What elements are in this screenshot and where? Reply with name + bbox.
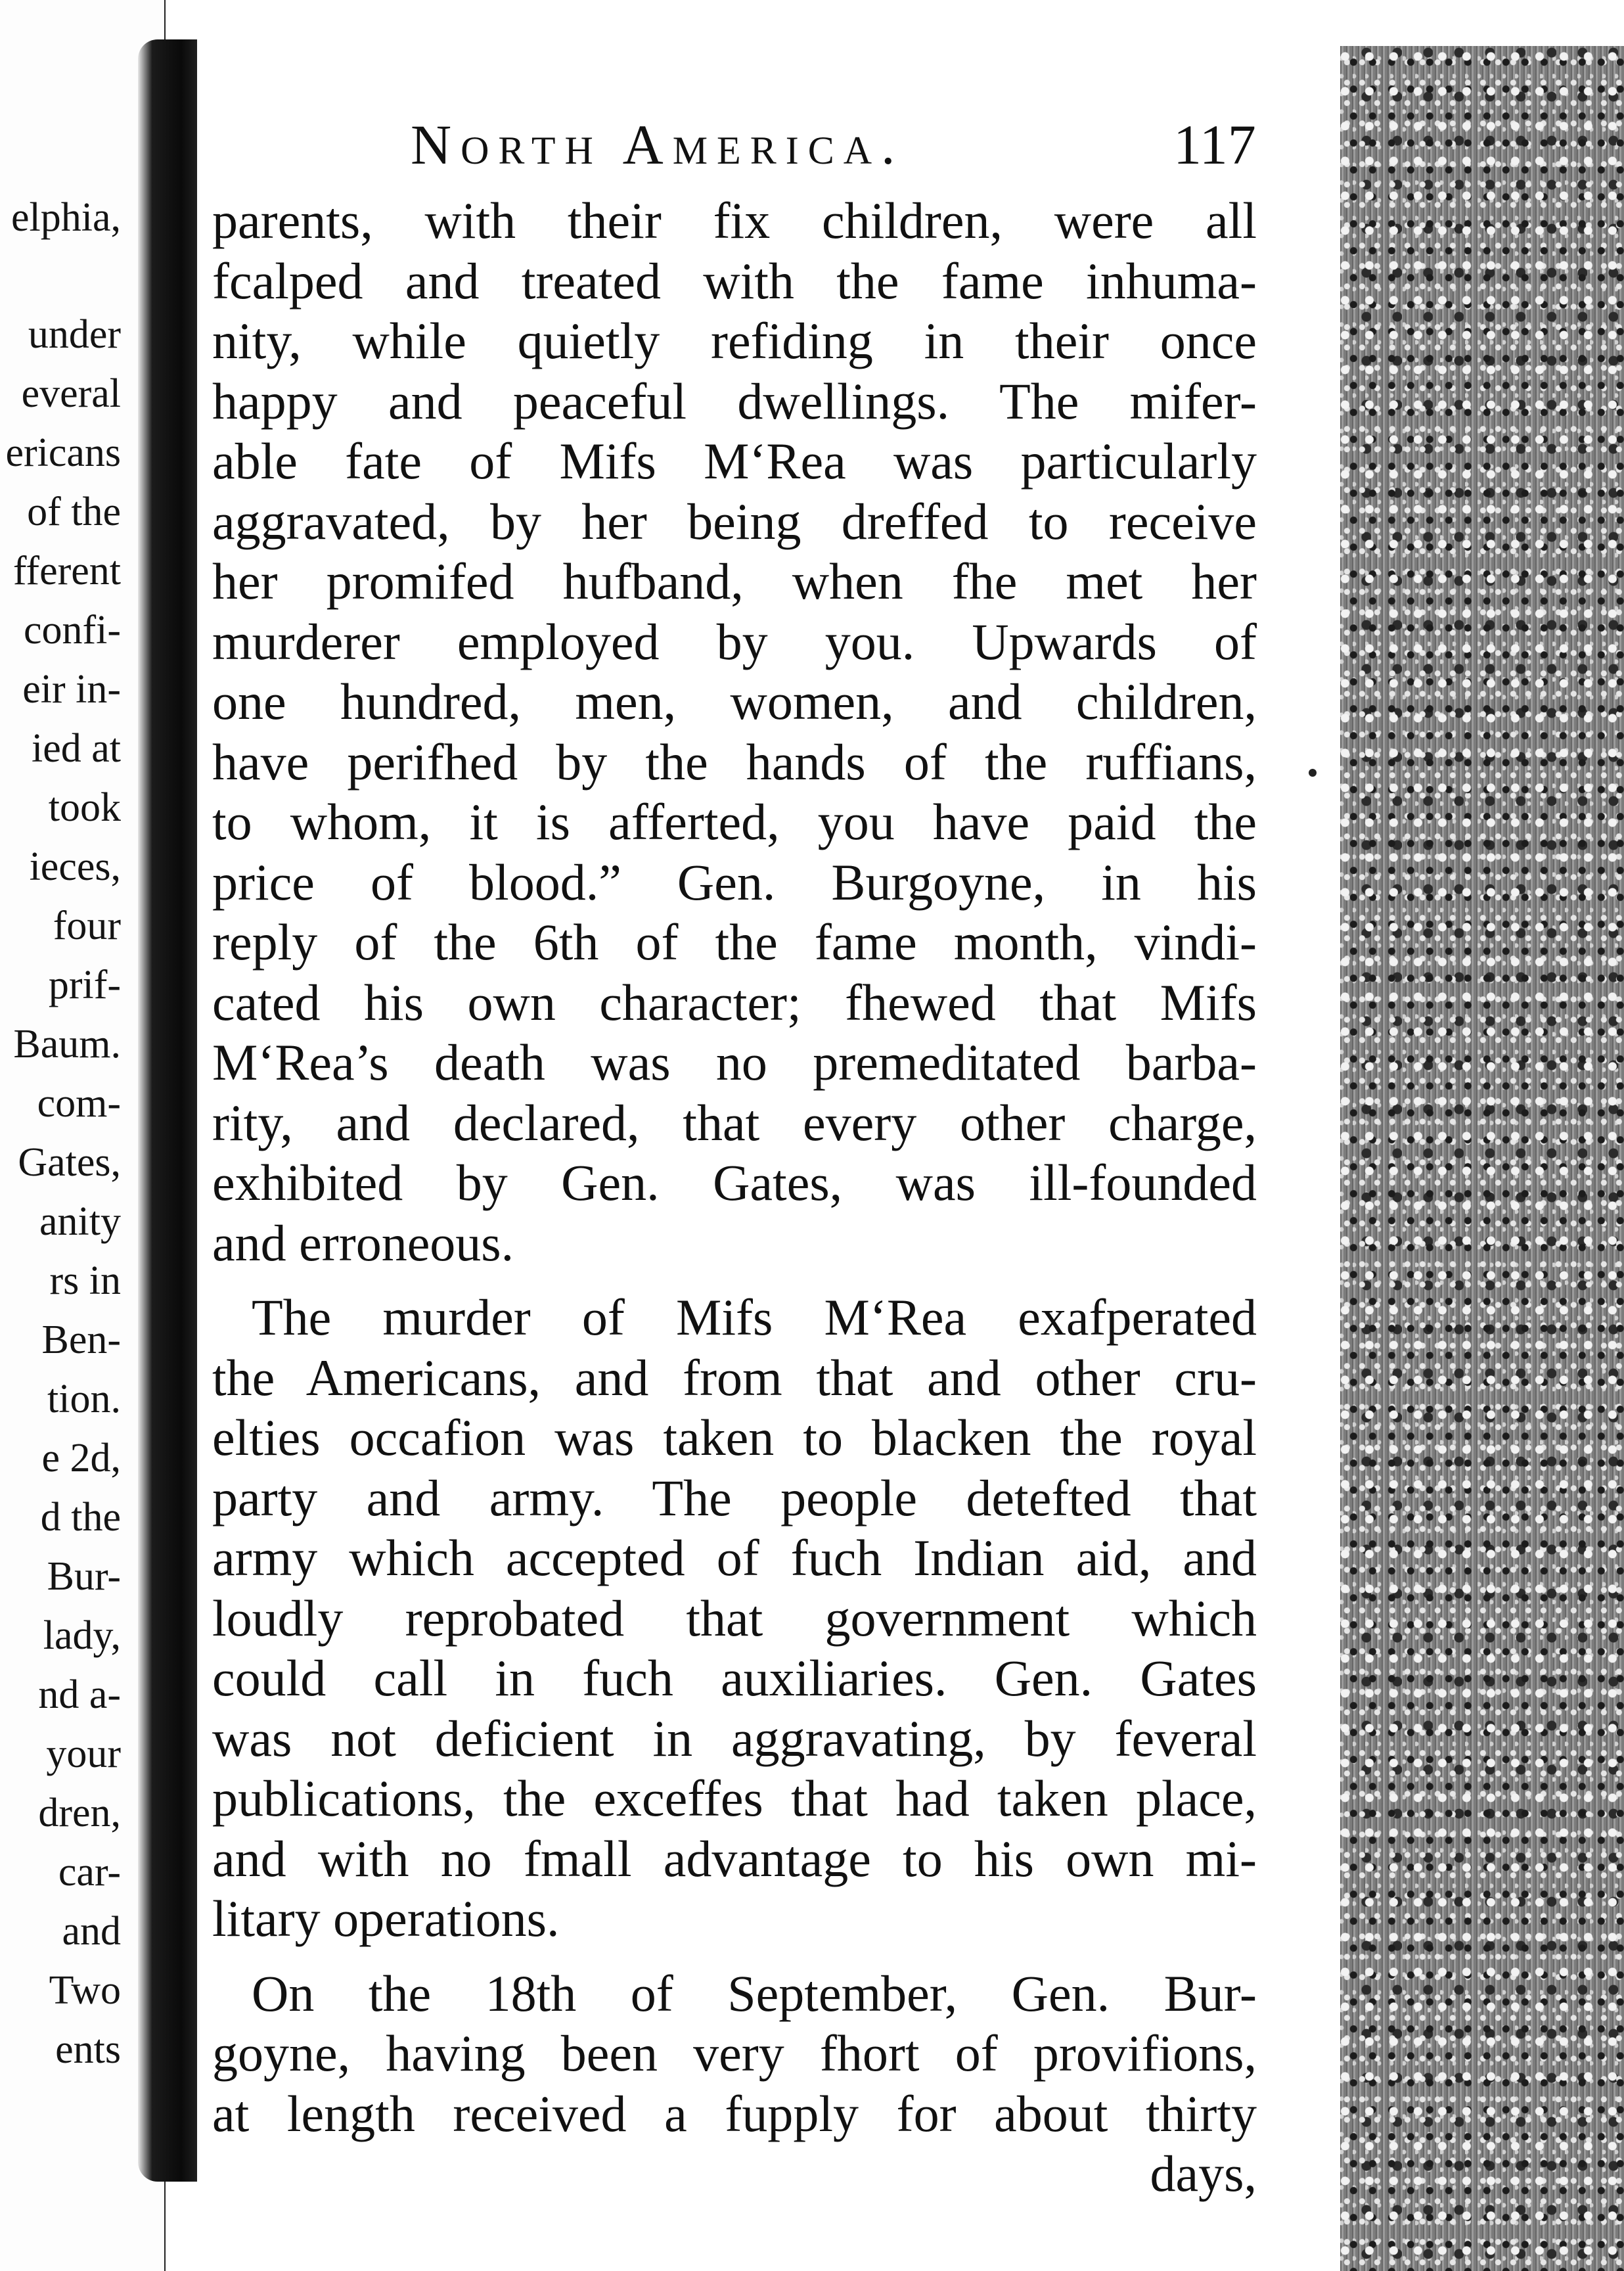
text-line: cated his own character; fhewed that Mifs: [212, 973, 1257, 1031]
text-line: to whom, it is afferted, you have paid the: [212, 793, 1257, 850]
text-line: able fate of Mifs M‘Rea was particularly: [212, 432, 1257, 490]
text-line: aggravated, by her being dreffed to receive: [212, 492, 1257, 550]
text-line: On the 18th of September, Gen. Bur-: [252, 1964, 1257, 2022]
text-line: one hundred, men, women, and children,: [212, 673, 1257, 730]
facing-page-line-fragment: dren,: [38, 1791, 121, 1835]
facing-page-line-fragment: tion.: [47, 1377, 121, 1421]
facing-page-line-fragment: fferent: [12, 549, 121, 593]
text-line: publications, the exceffes that had taken place,: [212, 1770, 1257, 1827]
body-text: [212, 191, 1257, 2204]
text-line: was not deficient in aggravating, by feveral: [212, 1709, 1257, 1767]
facing-page-line-fragment: everal: [21, 371, 121, 416]
facing-page-line-fragment: ents: [55, 2027, 121, 2072]
text-line: parents, with their fix children, were all: [212, 192, 1257, 249]
text-line: fcalped and treated with the fame inhuma-: [212, 252, 1257, 310]
facing-page-line-fragment: nd a-: [38, 1672, 121, 1717]
text-line: have perifhed by the hands of the ruffians,: [212, 733, 1257, 791]
text-line: exhibited by Gen. Gates, was ill-founded: [212, 1154, 1257, 1211]
facing-page-line-fragment: ericans: [5, 430, 121, 475]
facing-page-line-fragment: Gates,: [18, 1140, 121, 1185]
page-fore-edge: [1340, 46, 1624, 2271]
running-head: North America.: [411, 113, 905, 176]
text-line: price of blood.” Gen. Burgoyne, in his: [212, 853, 1257, 911]
facing-page-line-fragment: eir in-: [22, 667, 121, 712]
catchword: days,: [1150, 2145, 1257, 2202]
facing-page-line-fragment: com-: [37, 1081, 121, 1126]
text-line: goyne, having been very fhort of provifions,: [212, 2025, 1257, 2082]
facing-page-line-fragment: car-: [58, 1850, 121, 1894]
facing-page-line-fragment: e 2d,: [41, 1436, 121, 1480]
text-line: happy and peaceful dwellings. The mifer-: [212, 372, 1257, 430]
facing-page-line-fragment: and: [62, 1909, 121, 1954]
text-line: her promifed hufband, when fhe met her: [212, 553, 1257, 610]
facing-page-line-fragment: Baum.: [13, 1022, 121, 1067]
text-line: reply of the 6th of the fame month, vindi-: [212, 913, 1257, 971]
facing-page-line-fragment: lady,: [43, 1613, 121, 1658]
ink-speck: [1309, 769, 1317, 777]
facing-page-line-fragment: anity: [39, 1199, 121, 1244]
text-line: loudly reprobated that government which: [212, 1589, 1257, 1647]
facing-page-line-fragment: under: [28, 312, 121, 357]
text-line: at length received a fupply for about thirty: [212, 2084, 1257, 2142]
paragraph: [212, 1287, 1257, 1949]
facing-page-line-fragment: d the: [40, 1495, 121, 1540]
text-line: party and army. The people detefted that: [212, 1469, 1257, 1526]
facing-page-line-fragment: prif-: [48, 963, 121, 1007]
facing-page-line-fragment: ied at: [32, 726, 121, 771]
text-line: army which accepted of fuch Indian aid, and: [212, 1529, 1257, 1586]
facing-page-line-fragment: ieces,: [29, 844, 121, 889]
facing-page-line-fragment: your: [46, 1732, 121, 1776]
text-line: The murder of Mifs M‘Rea exafperated: [252, 1289, 1257, 1346]
text-line: the Americans, and from that and other cru-: [212, 1348, 1257, 1406]
facing-page-line-fragment: confi-: [23, 608, 121, 653]
paragraph: [212, 1963, 1257, 2144]
text-line: M‘Rea’s death was no premeditated barba-: [212, 1034, 1257, 1091]
facing-page-line-fragment: four: [53, 904, 121, 948]
text-line: rity, and declared, that every other charge,: [212, 1093, 1257, 1151]
facing-page-line-fragment: elphia,: [11, 195, 121, 240]
facing-page-line-fragment: took: [48, 785, 121, 830]
facing-page-line-fragment: Bur-: [47, 1554, 121, 1599]
paragraph: [212, 191, 1257, 1273]
text-line: elties occafion was taken to blacken the royal: [212, 1409, 1257, 1466]
page-number: 117: [1173, 113, 1256, 176]
facing-page-line-fragment: Two: [49, 1968, 121, 2013]
text-line: murderer employed by you. Upwards of: [212, 612, 1257, 670]
facing-page-line-fragment: Ben-: [41, 1318, 121, 1362]
text-line: and erroneous.: [212, 1214, 514, 1272]
text-line: could call in fuch auxiliaries. Gen. Gates: [212, 1649, 1257, 1707]
text-line: litary operations.: [212, 1890, 560, 1947]
text-line: and with no fmall advantage to his own mi-: [212, 1829, 1257, 1887]
text-line: nity, while quietly refiding in their once: [212, 312, 1257, 369]
facing-page-line-fragment: of the: [27, 490, 121, 534]
facing-page-line-fragment: rs in: [49, 1258, 121, 1303]
